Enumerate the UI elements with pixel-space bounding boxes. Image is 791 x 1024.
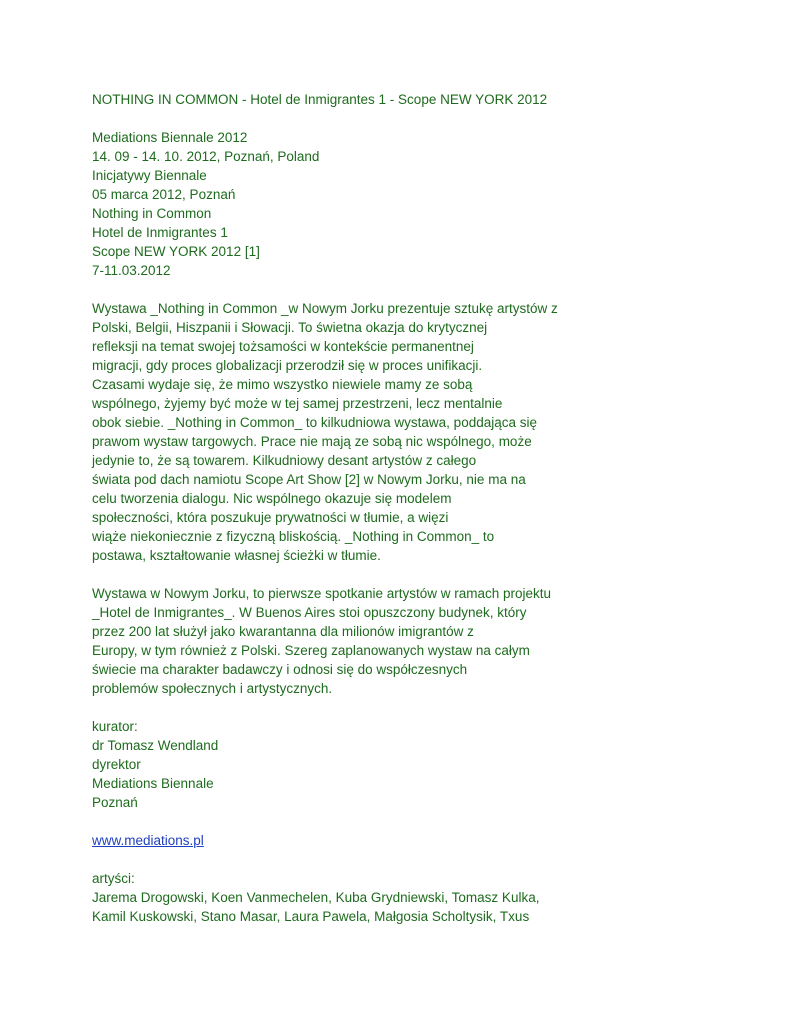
info-line: 7-11.03.2012 [92, 263, 171, 278]
curator-name: dr Tomasz Wendland [92, 738, 219, 753]
artists-line: Kamil Kuskowski, Stano Masar, Laura Pawela, Małgosia Scholtysik, Txus [92, 909, 530, 924]
spacer [92, 698, 752, 717]
paragraph-line: Czasami wydaje się, że mimo wszystko niewiele mamy ze sobą [92, 377, 473, 392]
paragraph-line: społeczności, która poszukuje prywatności w tłumie, a więzi [92, 510, 449, 525]
info-line: Hotel de Inmigrantes 1 [92, 225, 228, 240]
document-page [92, 90, 752, 926]
paragraph-line: celu tworzenia dialogu. Nic wspólnego okazuje się modelem [92, 491, 452, 506]
paragraph-line: Europy, w tym również z Polski. Szereg zaplanowanych wystaw na całym [92, 643, 530, 658]
spacer [92, 280, 752, 299]
spacer [92, 850, 752, 869]
paragraph-line: postawa, kształtowanie własnej ścieżki w tłumie. [92, 548, 381, 563]
paragraph-line: wiąże niekonieczniе z fizyczną bliskością. _Nothing in Common_ to [92, 529, 495, 544]
info-line: 14. 09 - 14. 10. 2012, Poznań, Poland [92, 149, 320, 164]
artists-line: Jarema Drogowski, Koen Vanmechelen, Kuba Grydniewski, Tomasz Kulka, [92, 890, 540, 905]
website-line [92, 831, 752, 850]
paragraph-line: prawom wystaw targowych. Prace nie mają ze sobą nic wspólnego, może [92, 434, 532, 449]
paragraph-line: wspólnego, żyjemy być może w tej samej przestrzeni, lecz mentalnie [92, 396, 503, 411]
paragraph-line: świecie ma charakter badawczy i odnosi się do współczesnych [92, 662, 468, 677]
paragraph-line: jedynie to, że są towarem. Kilkudniowy desant artystów z całego [92, 453, 477, 468]
curator-label: kurator: [92, 719, 138, 734]
curator-city: Poznań [92, 795, 138, 810]
spacer [92, 109, 752, 128]
paragraph-line: migracji, gdy proces globalizacji przerodził się w proces unifikacji. [92, 358, 483, 373]
project-description [92, 584, 752, 698]
paragraph-line: _Hotel de Inmigrantes_. W Buenos Aires stoi opuszczony budynek, który [92, 605, 527, 620]
info-line: 05 marca 2012, Poznań [92, 187, 236, 202]
paragraph-line: refleksji na temat swojej tożsamości w kontekście permanentnej [92, 339, 474, 354]
curator-role: dyrektor [92, 757, 141, 772]
curator-organization: Mediations Biennale [92, 776, 214, 791]
exhibition-description [92, 299, 752, 565]
artists-label: artyści: [92, 871, 135, 886]
info-line: Nothing in Common [92, 206, 212, 221]
paragraph-line: Polski, Belgii, Hiszpanii i Słowacji. To świetna okazja do krytycznej [92, 320, 488, 335]
paragraph-line: przez 200 lat służył jako kwarantanna dla milionów imigrantów z [92, 624, 474, 639]
info-line: Scope NEW YORK 2012 [1] [92, 244, 260, 259]
event-info [92, 128, 752, 280]
paragraph-line: Wystawa _Nothing in Common _w Nowym Jorku prezentuje sztukę artystów z [92, 301, 558, 316]
website-link[interactable]: www.mediations.pl [92, 833, 204, 848]
info-line: Mediations Biennale 2012 [92, 130, 248, 145]
curator-block [92, 717, 752, 812]
info-line: Inicjatywy Biennale [92, 168, 207, 183]
spacer [92, 565, 752, 584]
paragraph-line: obok siebie. _Nothing in Common_ to kilkudniowa wystawa, poddająca się [92, 415, 537, 430]
paragraph-line: problemów społecznych i artystycznych. [92, 681, 333, 696]
spacer [92, 812, 752, 831]
artists-block [92, 869, 752, 926]
document-title: NOTHING IN COMMON - Hotel de Inmigrantes 1 - Scope NEW YORK 2012 [92, 92, 548, 107]
paragraph-line: Wystawa w Nowym Jorku, to pierwsze spotkanie artystów w ramach projektu [92, 586, 552, 601]
paragraph-line: świata pod dach namiotu Scope Art Show [2] w Nowym Jorku, nie ma na [92, 472, 526, 487]
